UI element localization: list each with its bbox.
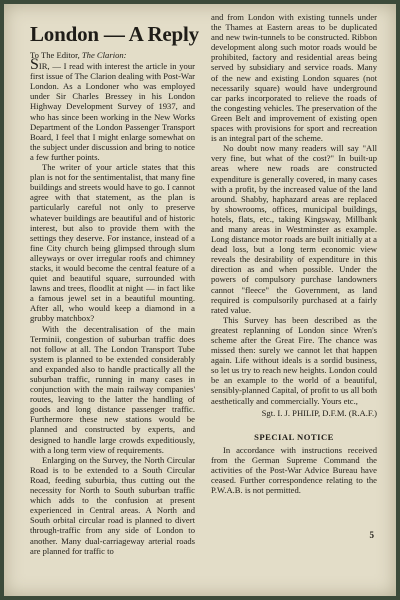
- letter-paragraph-2: The writer of your article states that this plan is not for the sentimentalist, that many fine buildings and streets would have to go. I cannot agree with that statement, as the plan is particularly careful not only to preserve whatever buildings are beautiful and of historic interest, but also to provide them with the settings they deserve. For instance, instead of a fine City church being glimpsed through slum alleyways or over irregular roofs and chimney stacks, it would become the central feature of a quiet and beautiful square, surrounded with lawns and trees, floodlit at night — in fact like a famous jewel set in a beautiful mounting. After all, who would keep a diamond in a grubby matchbox?: [30, 162, 195, 324]
- notice-heading: SPECIAL NOTICE: [254, 431, 334, 442]
- address-paper: The Clarion:: [81, 50, 127, 60]
- article-title: London — A Reply: [30, 22, 199, 46]
- left-column: [30, 50, 195, 556]
- letter-paragraph-4: Enlarging on the Survey, the North Circular Road is to be extended to a South Circular Road, feeding suburbia, thus cutting out the necessity for North to South suburban traffic which adds to the confusion at present experienced in Central areas. A North and South orbital circular road is planned to divert through-traffic from any side of London to another. Many dual-carriageway arterial roads are planned for traffic to: [30, 454, 195, 556]
- page: [4, 4, 396, 596]
- page-number: 5: [369, 530, 374, 540]
- letter-paragraph-7: This Survey has been described as the greatest replanning of London since Wren's scheme after the Great Fire. The chance was missed then: surely we cannot let that happen again. Life without ideals is a sordid business, so let us try to reach new heights. London could be an example to the world of a beautiful, sensibly-planned Capital, of profit to us all both aesthetically and commercially. Yours etc.,: [211, 314, 377, 406]
- letter-paragraph-6: No doubt now many readers will say "All very fine, but what of the cost?" In built-up areas where new roads are constructed expenditure is generally covered, in many cases with a profit, by the increased value of the land around. Shabby, haphazard areas are replaced by showrooms, offices, municipal buildings, hotels, flats, etc., taking Kingsway, Millbank and many areas in Westminster as example. Long distance motor roads are built initially at a dead loss, but a long term economic view reveals the desirability of expenditure in this direction as and when possible. Under the powers of compulsory purchase landowners cannot "fleece" the Government, as land required is compulsorily purchased at a fairly rated value.: [211, 143, 377, 315]
- paragraph-1-text: IR, — I read with interest the article in your first issue of The Clarion dealing with Post-War London. As a Londoner who was employed under Sir Charles Bressey in his London Highway Development Survey of 1937, and who has since been working in the New Works Department of the London Passenger Transport Board, I feel that I might enlarge somewhat on the subject under discussion and bring to notice a few further points.: [30, 61, 195, 162]
- right-column: [211, 12, 377, 495]
- letter-paragraph-5: and from London with existing tunnels under the Thames at Eastern areas to be duplicated and new twin-tunnels to be constructed. Ribbon development along such motor roads would be prohibited, factory and residential areas being served by subsidiary and service roads. Many of the new and existing London squares (not necessarily square) would have underground car parks incorporated to relieve the roads of the congesting vehicles. The preservation of the Green Belt and improvement of existing open spaces with provisions for sport and recreation is an integral part of the scheme.: [211, 12, 377, 144]
- letter-paragraph-3: With the decentralisation of the main Terminii, congestion of suburban traffic does not follow at all. The London Transport Tube system is planned to be extended considerably and expanded also to handle practically all the suburban traffic, running in many cases in conjunction with the main railway companies' routes, leaving to the latter the handling of goods and long distance passenger traffic. Furthermore these new stations would be planned and constructed by experts, and designed to handle large crowds expeditiously, with a long term view of requirements.: [30, 323, 195, 455]
- signature: Sgt. I. J. PHILIP, D.F.M. (R.A.F.): [261, 407, 377, 418]
- letter-paragraph-1: [30, 56, 195, 162]
- dropcap: S: [30, 56, 39, 74]
- address-prefix: To The Editor,: [30, 50, 80, 60]
- notice-text: In accordance with instructions received from the German Supreme Command the activities of the Post-War Advice Bureau have ceased. Further correspondence relating to the P.W.A.B. is not permitted.: [211, 444, 377, 496]
- address-line: [30, 50, 195, 60]
